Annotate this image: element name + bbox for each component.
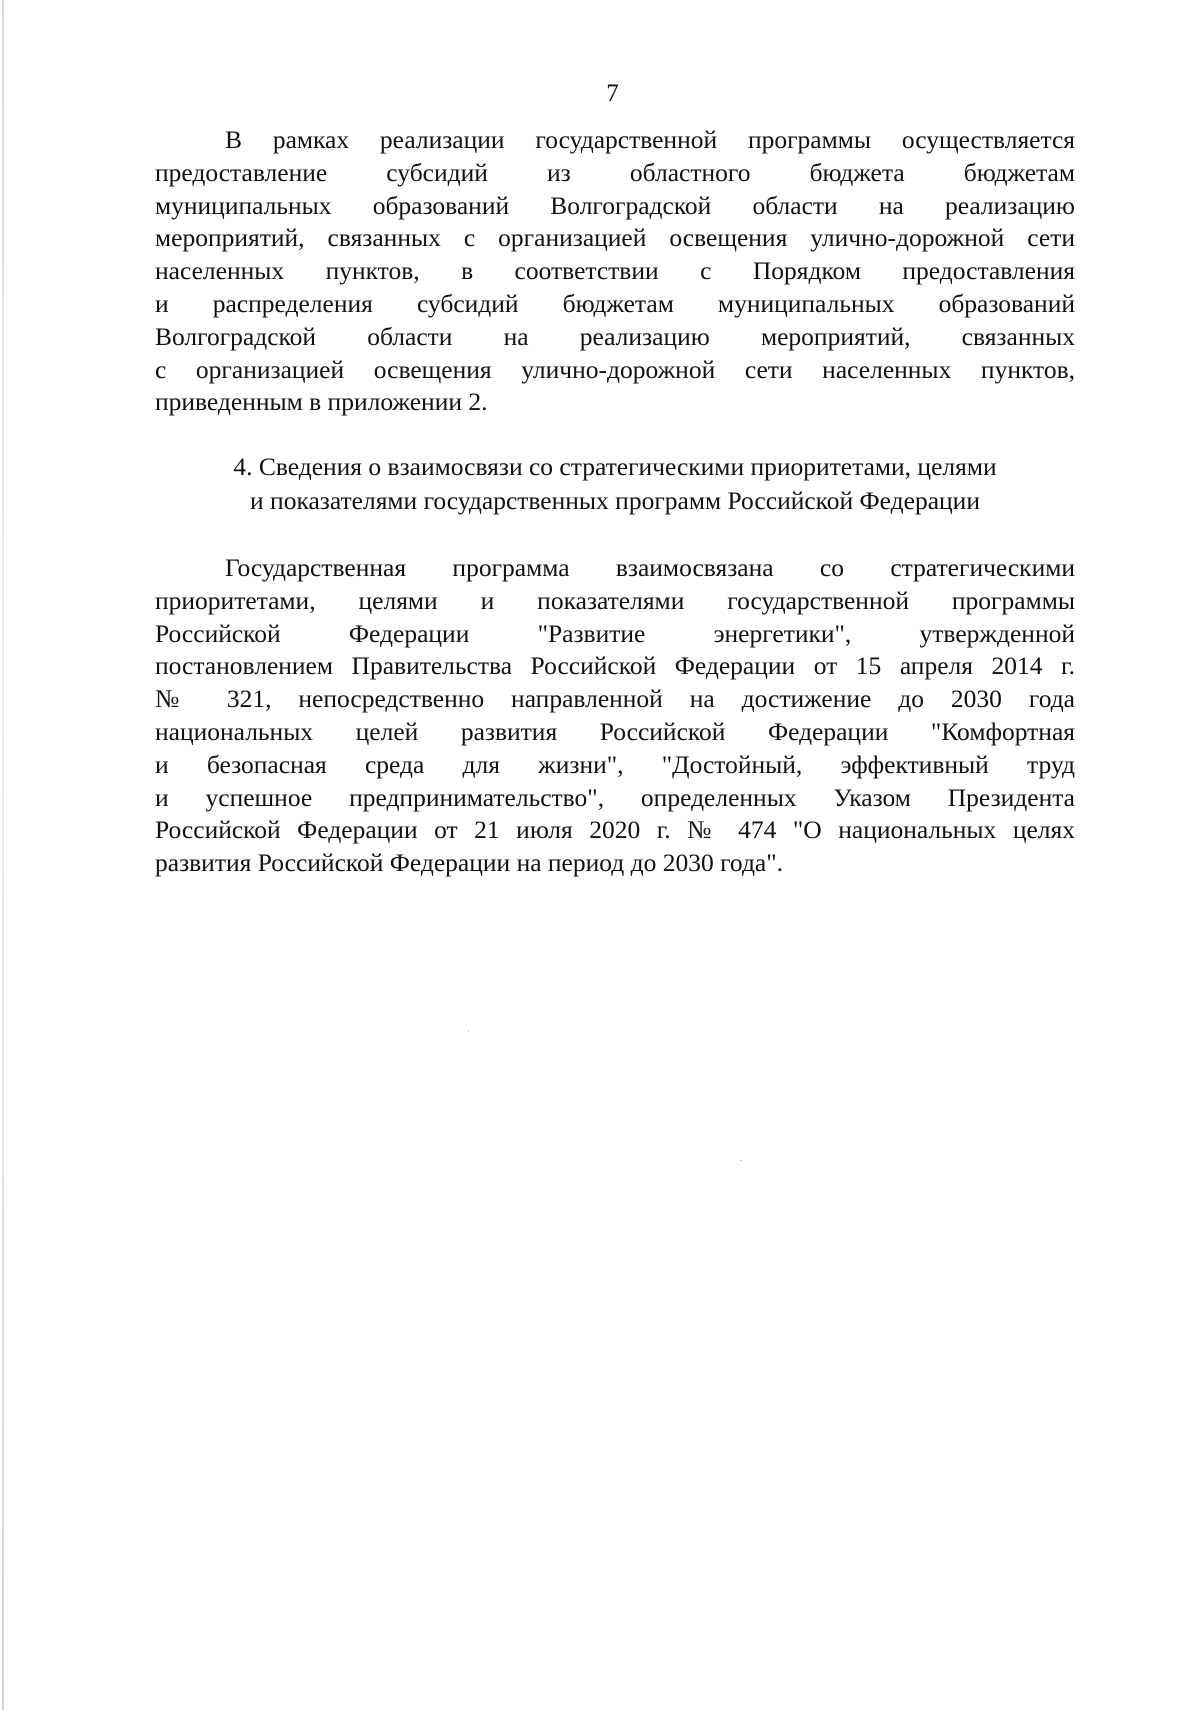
paragraph-line: предоставление субсидий из областного бюджета бюджетам [155,157,1075,187]
paragraph-line: Государственная программа взаимосвязана со стратегическими [225,553,1075,582]
paragraph-line: мероприятий, связанных с организацией освещения улично-дорожной сети [155,223,1075,253]
paragraph-line: муниципальных образований Волгоградской области на реализацию [155,190,1075,220]
paragraph-line: Волгоградской области на реализацию мероприятий, связанных [155,321,1075,351]
paragraph-line: и успешное предпринимательство", определенных Указом Президента [155,782,1075,812]
paragraph-line: В рамках реализации государственной программы осуществляется [225,125,1075,154]
section-heading-line: и показателями государственных программ Российской Федерации [250,486,980,515]
paragraph-line: национальных целей развития Российской Федерации "Комфортная [155,716,1075,746]
paragraph-line: Российской Федерации от 21 июля 2020 г. № 474 "О национальных целях [155,815,1075,845]
scan-speck [468,1030,469,1032]
section-heading [155,450,1075,518]
paragraph-line: населенных пунктов, в соответствии с Порядком предоставления [155,256,1075,286]
paragraph-line: развития Российской Федерации на период до 2030 года". [155,848,784,878]
paragraph-line: с организацией освещения улично-дорожной сети населенных пунктов, [155,354,1075,384]
paragraph-line: приведенным в приложении 2. [155,387,488,417]
paragraph-priorities [155,552,1075,880]
section-heading-line: 4. Сведения о взаимосвязи со стратегическими приоритетами, целями [233,452,997,481]
paragraph-line: и распределения субсидий бюджетам муниципальных образований [155,288,1075,318]
page-number: 7 [606,80,619,107]
paragraph-line: постановлением Правительства Российской Федерации от 15 апреля 2014 г. [155,651,1075,681]
paragraph-line: № 321, непосредственно направленной на достижение до 2030 года [155,684,1075,714]
paragraph-line: и безопасная среда для жизни", "Достойный, эффективный труд [155,749,1075,779]
scan-edge-shadow [2,0,4,1710]
paragraph-line: приоритетами, целями и показателями государственной программы [155,585,1075,615]
paragraph-subsidies [155,124,1075,419]
paragraph-line: Российской Федерации "Развитие энергетики", утвержденной [155,618,1075,648]
scan-speck [740,1160,742,1161]
